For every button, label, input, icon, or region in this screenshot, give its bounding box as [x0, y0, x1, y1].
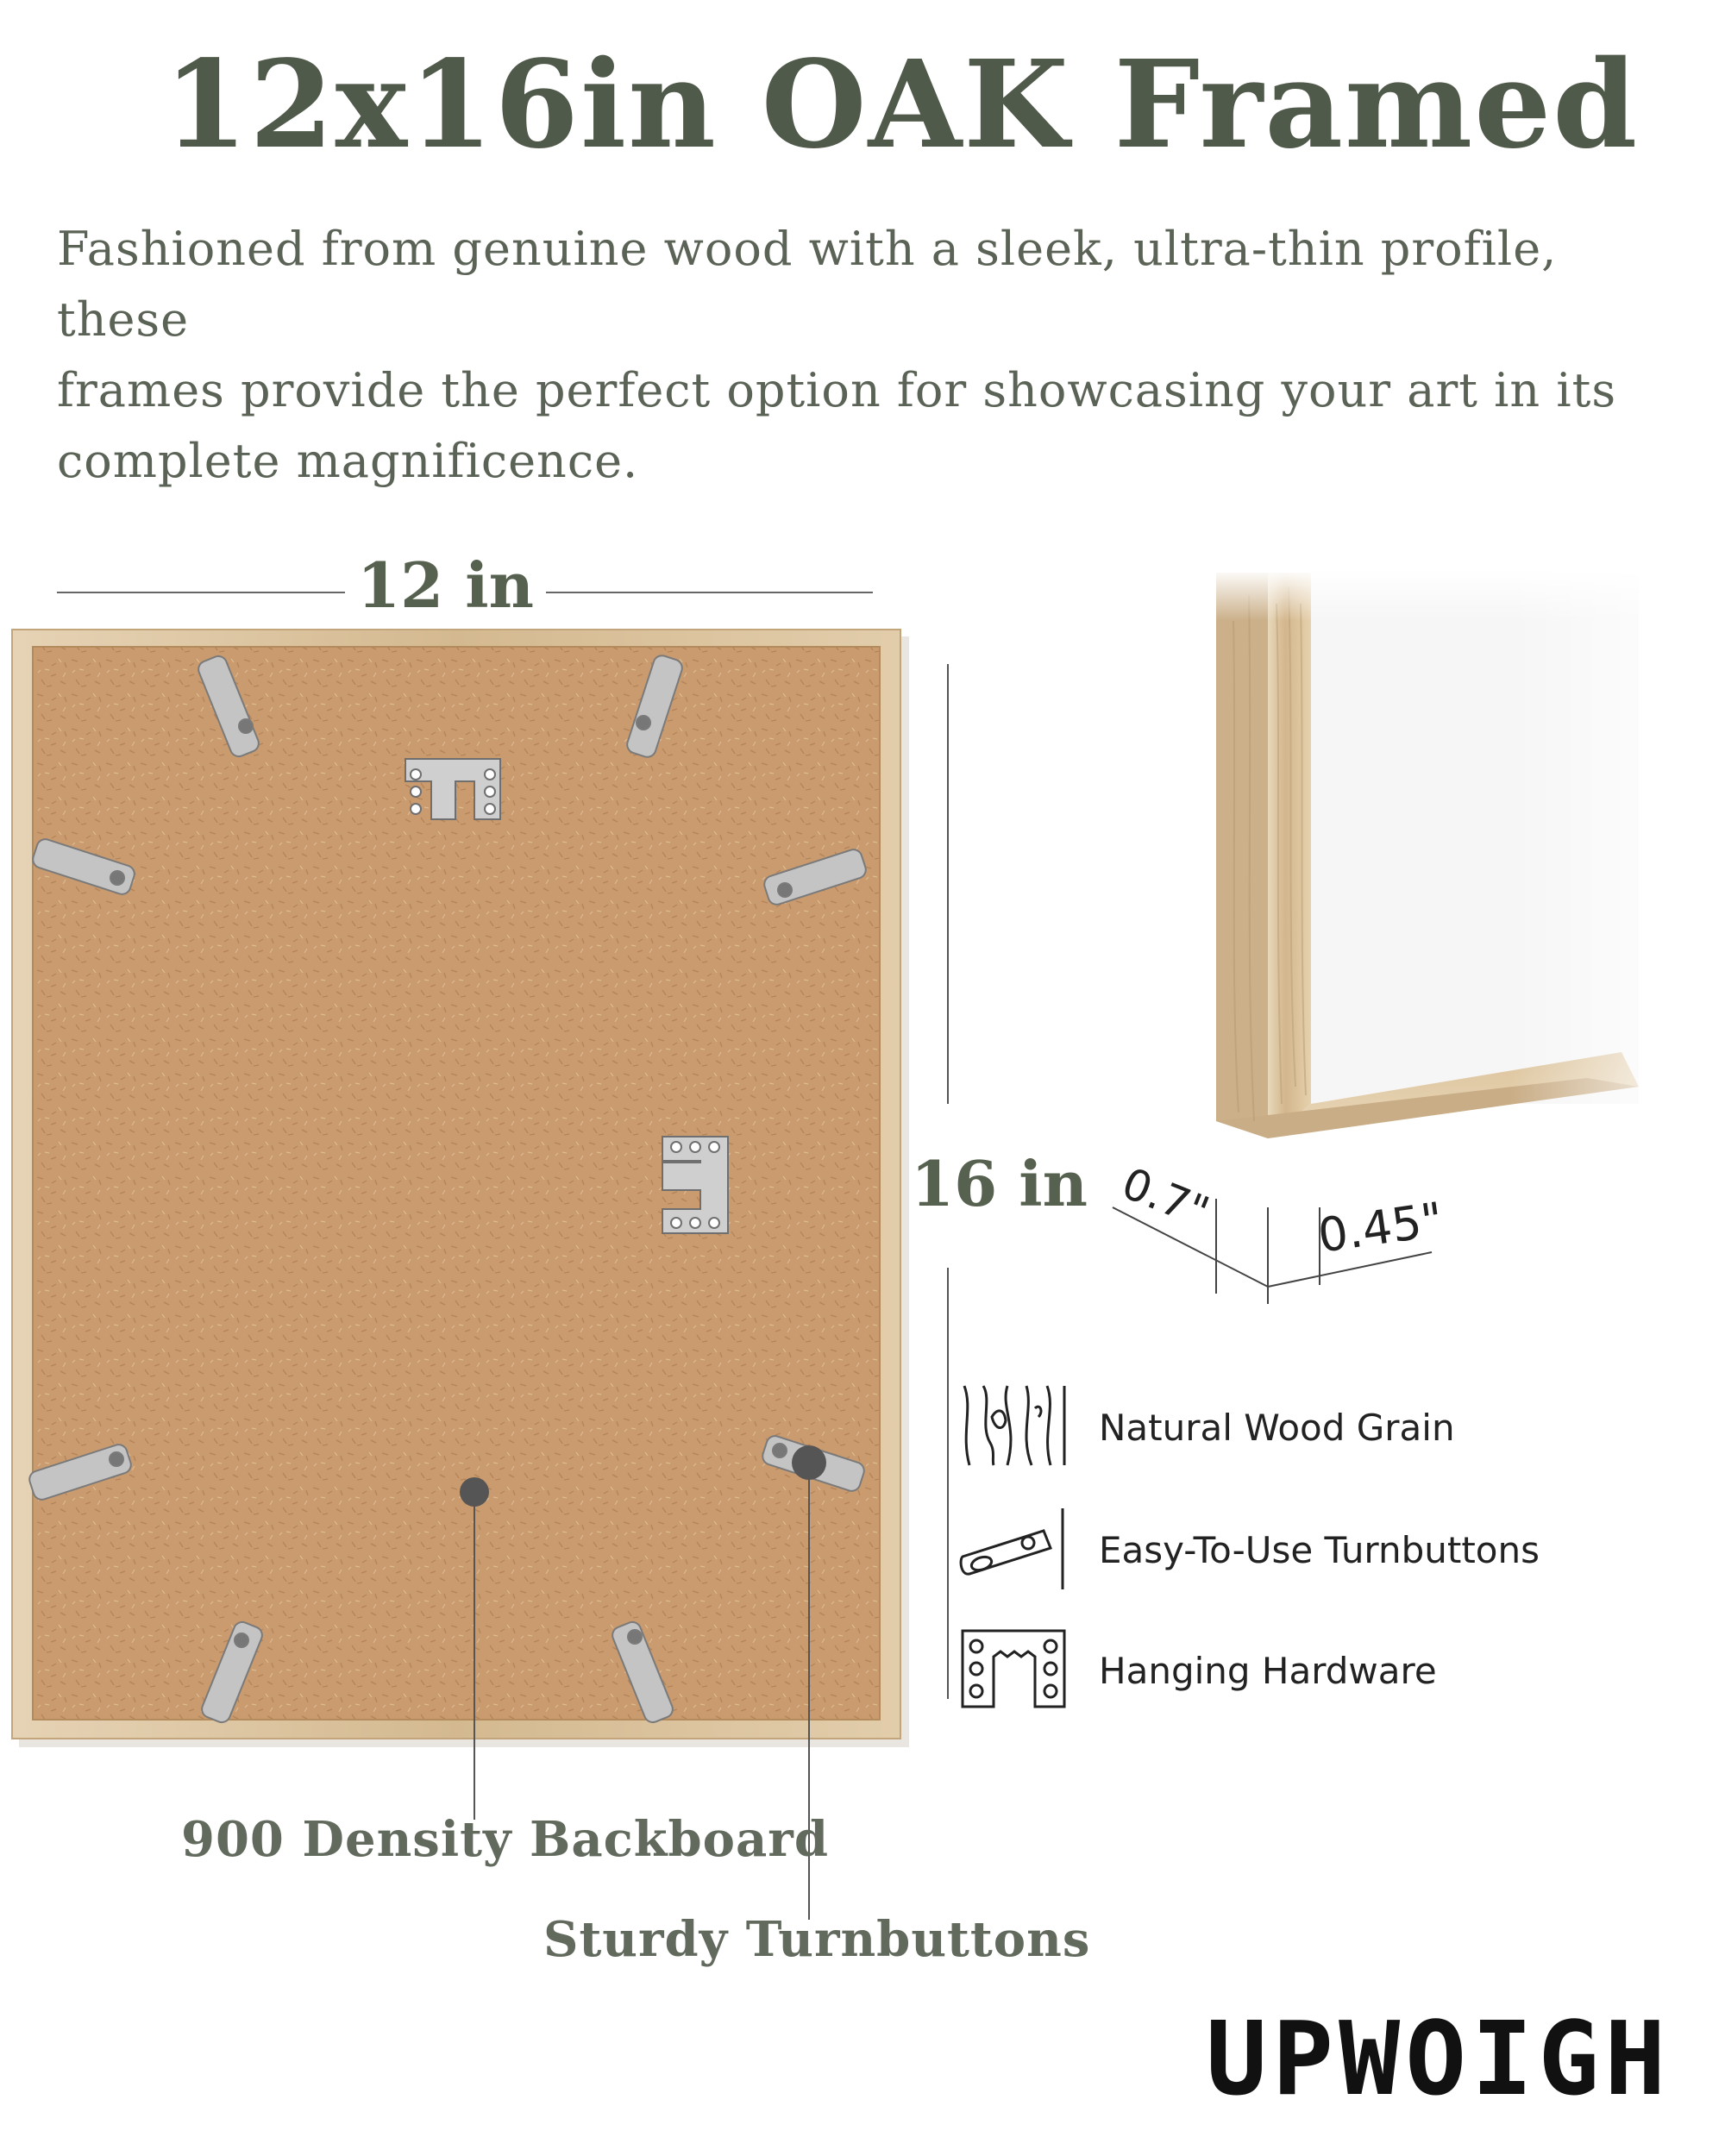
height-dimension-line-bottom [947, 1268, 949, 1699]
sawtooth-hanger-top [405, 759, 500, 819]
brand-logo: UPWOIGH [1206, 1999, 1672, 2118]
backboard-callout: 900 Density Backboard [181, 1811, 829, 1868]
turnbuttons-callout: Sturdy Turnbuttons [543, 1911, 1091, 1968]
face-width-label: 0.45" [1314, 1192, 1446, 1263]
feature-item [957, 1380, 1455, 1475]
width-label: 12 in [345, 548, 546, 622]
feature-item [957, 1623, 1437, 1718]
feature-item [957, 1502, 1540, 1597]
page-title: 12x16in OAK Framed [163, 34, 1640, 176]
feature-label: Natural Wood Grain [1099, 1406, 1455, 1449]
depth-label: 0.7" [1114, 1157, 1216, 1238]
feature-label: Easy-To-Use Turnbuttons [1099, 1528, 1540, 1571]
turnbutton-icon [957, 1505, 1078, 1595]
description-line-2: frames provide the perfect option for showcasing your art in its [57, 363, 1617, 417]
feature-label: Hanging Hardware [1099, 1649, 1437, 1692]
backboard-callout-line [474, 1492, 475, 1820]
description-line-1: Fashioned from genuine wood with a sleek, ultra-thin profile, these [57, 222, 1558, 347]
wood-grain-icon [957, 1382, 1078, 1472]
description-line-3: complete magnificence. [57, 434, 639, 488]
frame-back-image [0, 621, 914, 1751]
hanging-hardware-icon [957, 1626, 1078, 1715]
height-dimension-line-top [947, 664, 949, 1104]
sawtooth-hanger-side [662, 1137, 728, 1233]
height-label: 16 in [911, 1147, 1088, 1220]
product-description [57, 214, 1696, 497]
